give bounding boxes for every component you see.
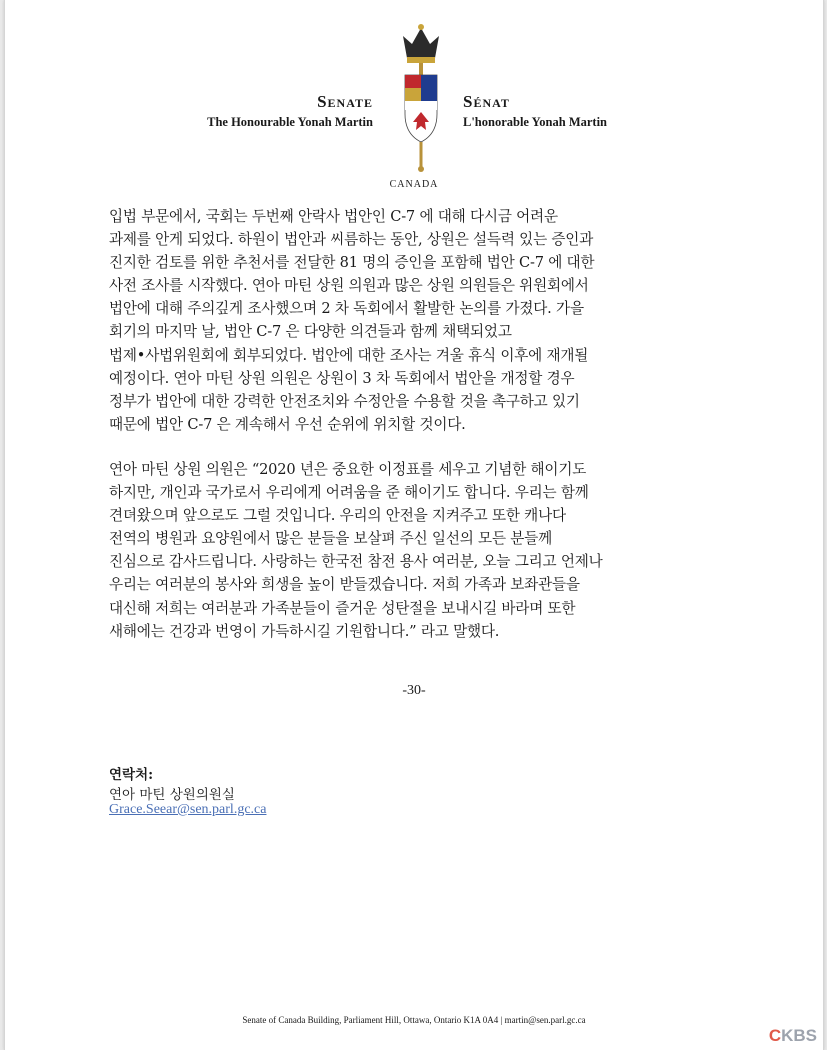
footer-address: Senate of Canada Building, Parliament Hill, Ottawa, Ontario K1A 0A4 | martin@sen.parl.gc.ca (242, 1015, 586, 1025)
body-paragraph-2: 연아 마틴 상원 의원은 “2020 년은 중요한 이정표를 세우고 기념한 해이기도 하지만, 개인과 국가로서 우리에게 어려움을 준 해이기도 합니다. 우리는 함께 견뎌왔으며 앞으로도 그럴 것입니다. 우리의 안전을 지켜주고 또한 캐나다 전역의 병원과 요양원에서 많은 분들을 보살펴 주신 일선의 모든 분들께 진심으로 감사드립니다. 사랑하는 한국전 참전 용사 여러분, 오늘 그리고 언제나 우리는 여러분의 봉사와 희생을 높이 받들겠습니다. 저희 가족과 보좌관들을 대신해 저희는 여러분과 가족분들이 즐거운 성탄절을 보내시길 바라며 또한 새해에는 건강과 번영이 가득하시길 기원합니다.” 라고 말했다. (109, 461, 603, 640)
canada-label: CANADA (389, 179, 439, 190)
senator-name-en: The Honourable Yonah Martin (207, 115, 373, 129)
body-paragraph-1: 입법 부문에서, 국회는 두번째 안락사 법안인 C-7 에 대해 다시금 어려운 과제를 안게 되었다. 하원이 법안과 씨름하는 동안, 상원은 설득력 있는 증인과 진지한 검토를 위한 추천서를 전달한 81 명의 증인을 포함해 법안 C-7 에 대한 사전 조사를 시작했다. 연아 마틴 상원 의원과 많은 상원 의원들은 위원회에서 법안에 대해 주의깊게 조사했으며 2 차 독회에서 활발한 논의를 가졌다. 가을 회기의 마지막 날, 법안 C-7 은 다양한 의견들과 함께 채택되었고 법제•사법위원회에 회부되었다. 법안에 대한 조사는 겨울 휴식 이후에 재개될 예정이다. 연아 마틴 상원 의원은 상원이 3 차 독회에서 법안을 개정할 경우 정부가 법안에 대한 강력한 안전조치와 수정안을 수용할 것을 촉구하고 있기 때문에 법안 C-7 은 계속해서 우선 순위에 위치할 것이다. (109, 208, 595, 433)
senate-en-block (207, 92, 373, 130)
senate-fr-block (463, 92, 607, 130)
senate-fr-title: Sénat (463, 92, 510, 111)
letterhead (5, 22, 823, 197)
contact-email-link[interactable]: Grace.Seear@sen.parl.gc.ca (109, 802, 267, 817)
end-marker: -30- (402, 683, 426, 698)
document-page (4, 0, 824, 1050)
watermark-rest: KBS (781, 1026, 817, 1045)
broadcaster-watermark (769, 1026, 817, 1046)
senate-crest-icon (393, 22, 449, 174)
senator-name-fr: L'honorable Yonah Martin (463, 115, 608, 129)
contact-label: 연락처: (109, 767, 154, 783)
watermark-c: C (768, 1026, 782, 1045)
senate-en-title: Senate (317, 92, 373, 111)
contact-office-name: 연아 마틴 상원의원실 (109, 787, 235, 803)
